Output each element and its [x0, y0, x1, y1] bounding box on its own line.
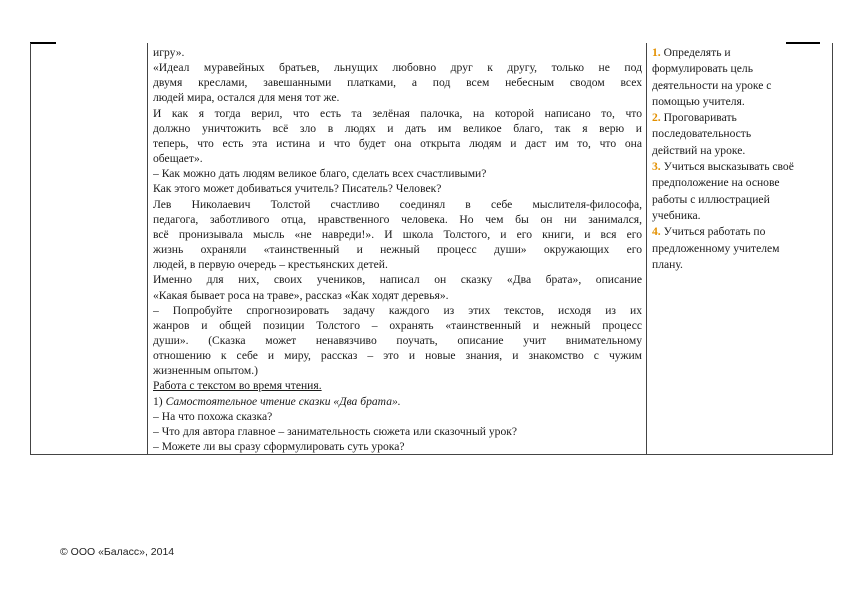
skill-text: деятельности на уроке с [652, 78, 772, 92]
skill-line [652, 224, 828, 240]
question-list [153, 409, 642, 454]
skill-text: предложенному учителем [652, 241, 780, 255]
question-line: – На что похожа сказка? [153, 409, 273, 423]
table-row [31, 43, 833, 455]
skill-number: 3. [652, 160, 661, 174]
skill-line [652, 45, 828, 61]
copyright-footer: © ООО «Баласс», 2014 [60, 546, 175, 558]
question-line: – Что для автора главное – занимательность сюжета или сказочный урок? [153, 424, 518, 438]
skill-text: Учиться работать по [663, 225, 766, 239]
skill-line [652, 126, 828, 142]
step-number: 1) [153, 394, 166, 408]
skill-text: Учиться высказывать своё [663, 160, 794, 174]
skill-text: учебника. [652, 208, 701, 222]
skill-line [652, 192, 828, 208]
skill-line [652, 110, 828, 126]
skill-line [652, 61, 828, 77]
skill-line [652, 78, 828, 94]
skills-list [652, 45, 828, 273]
skill-line [652, 208, 828, 224]
text-line: И как я тогда верил, что есть та зелёная палочка, на которой написано то, что [153, 106, 642, 120]
skill-line [652, 143, 828, 159]
text-line: души». (Сказка может ненавязчиво поучать, описание учит внимательному [153, 333, 642, 347]
text-line: Именно для них, своих учеников, написал он сказку «Два брата», описание [153, 273, 642, 287]
skill-text: работы с иллюстрацией [652, 192, 770, 206]
skill-line [652, 175, 828, 191]
text-line: людей мира, остался для меня тот же. [153, 91, 340, 105]
skill-text: помощью учителя. [652, 94, 745, 108]
skill-line [652, 94, 828, 110]
step-title: Самостоятельное чтение сказки «Два брата». [165, 394, 401, 408]
text-line: «Какая бывает роса на траве», рассказ «Как ходят деревья». [153, 288, 449, 302]
text-line: – Как можно дать людям великое благо, сделать всех счастливыми? [153, 167, 487, 181]
text-line: педагога, заботливого отца, нравственного человека. Но чем бы он ни занимался, [153, 212, 642, 226]
skill-line [652, 257, 828, 273]
text-line: игру». [153, 46, 185, 59]
skill-text: формулировать цель [652, 62, 753, 76]
skill-number: 4. [652, 225, 661, 239]
text-line: всё пронизывала мысль «не навреди!». И школа Толстого, и его книги, и вся его [153, 227, 642, 241]
skill-number: 2. [652, 111, 661, 125]
skill-text: предположение на основе [652, 176, 780, 190]
question-line: – Можете ли вы сразу сформулировать суть урока? [153, 440, 405, 454]
skill-line [652, 241, 828, 257]
skill-text: действий на уроке. [652, 143, 746, 157]
text-line: «Идеал муравейных братьев, льнущих любовно друг к другу, только не под [153, 61, 642, 75]
text-line: Как этого может добиваться учитель? Писатель? Человек? [153, 182, 442, 196]
skill-text: Определять и [663, 46, 731, 59]
reading-heading: Работа с текстом во время чтения. [153, 379, 322, 393]
text-line: – Попробуйте спрогнозировать задачу каждого из этих текстов, исходя из их [153, 303, 642, 317]
text-line: теперь, что есть эта истина и что будет она открыта людям и даст им то, что она [153, 136, 642, 150]
skill-text: Проговаривать [663, 111, 737, 125]
text-line: жизнь охраняли «таинственный и нежный процесс души» окружающих его [153, 243, 642, 257]
text-line: людей, в первую очередь – крестьянских детей. [153, 258, 388, 272]
text-line: жанров и общей позиции Толстого – охранять «таинственный и нежный процесс [153, 318, 642, 332]
reading-step [153, 394, 642, 409]
skill-text: плану. [652, 257, 683, 271]
stage-cell [31, 43, 148, 455]
skill-text: последовательность [652, 127, 752, 141]
lesson-table [30, 43, 833, 455]
text-line: отношению к себе и миру, рассказ – это и новые знания, и знакомство с чужим [153, 349, 642, 363]
text-line: должно уничтожить всё зло в людях и дать им великое благо, так я верю и [153, 121, 642, 135]
text-line: двумя креслами, завешанными платками, а под всем небесным сводом всех [153, 76, 642, 90]
skills-cell [647, 43, 833, 455]
lesson-text [153, 45, 642, 378]
skill-line [652, 159, 828, 175]
text-line: жизненным опытом.) [153, 364, 258, 378]
text-line: обещает». [153, 152, 203, 166]
text-line: Лев Николаевич Толстой счастливо соединял в себе мыслителя-философа, [153, 197, 642, 211]
skill-number: 1. [652, 46, 661, 59]
lesson-content-cell [148, 43, 647, 455]
